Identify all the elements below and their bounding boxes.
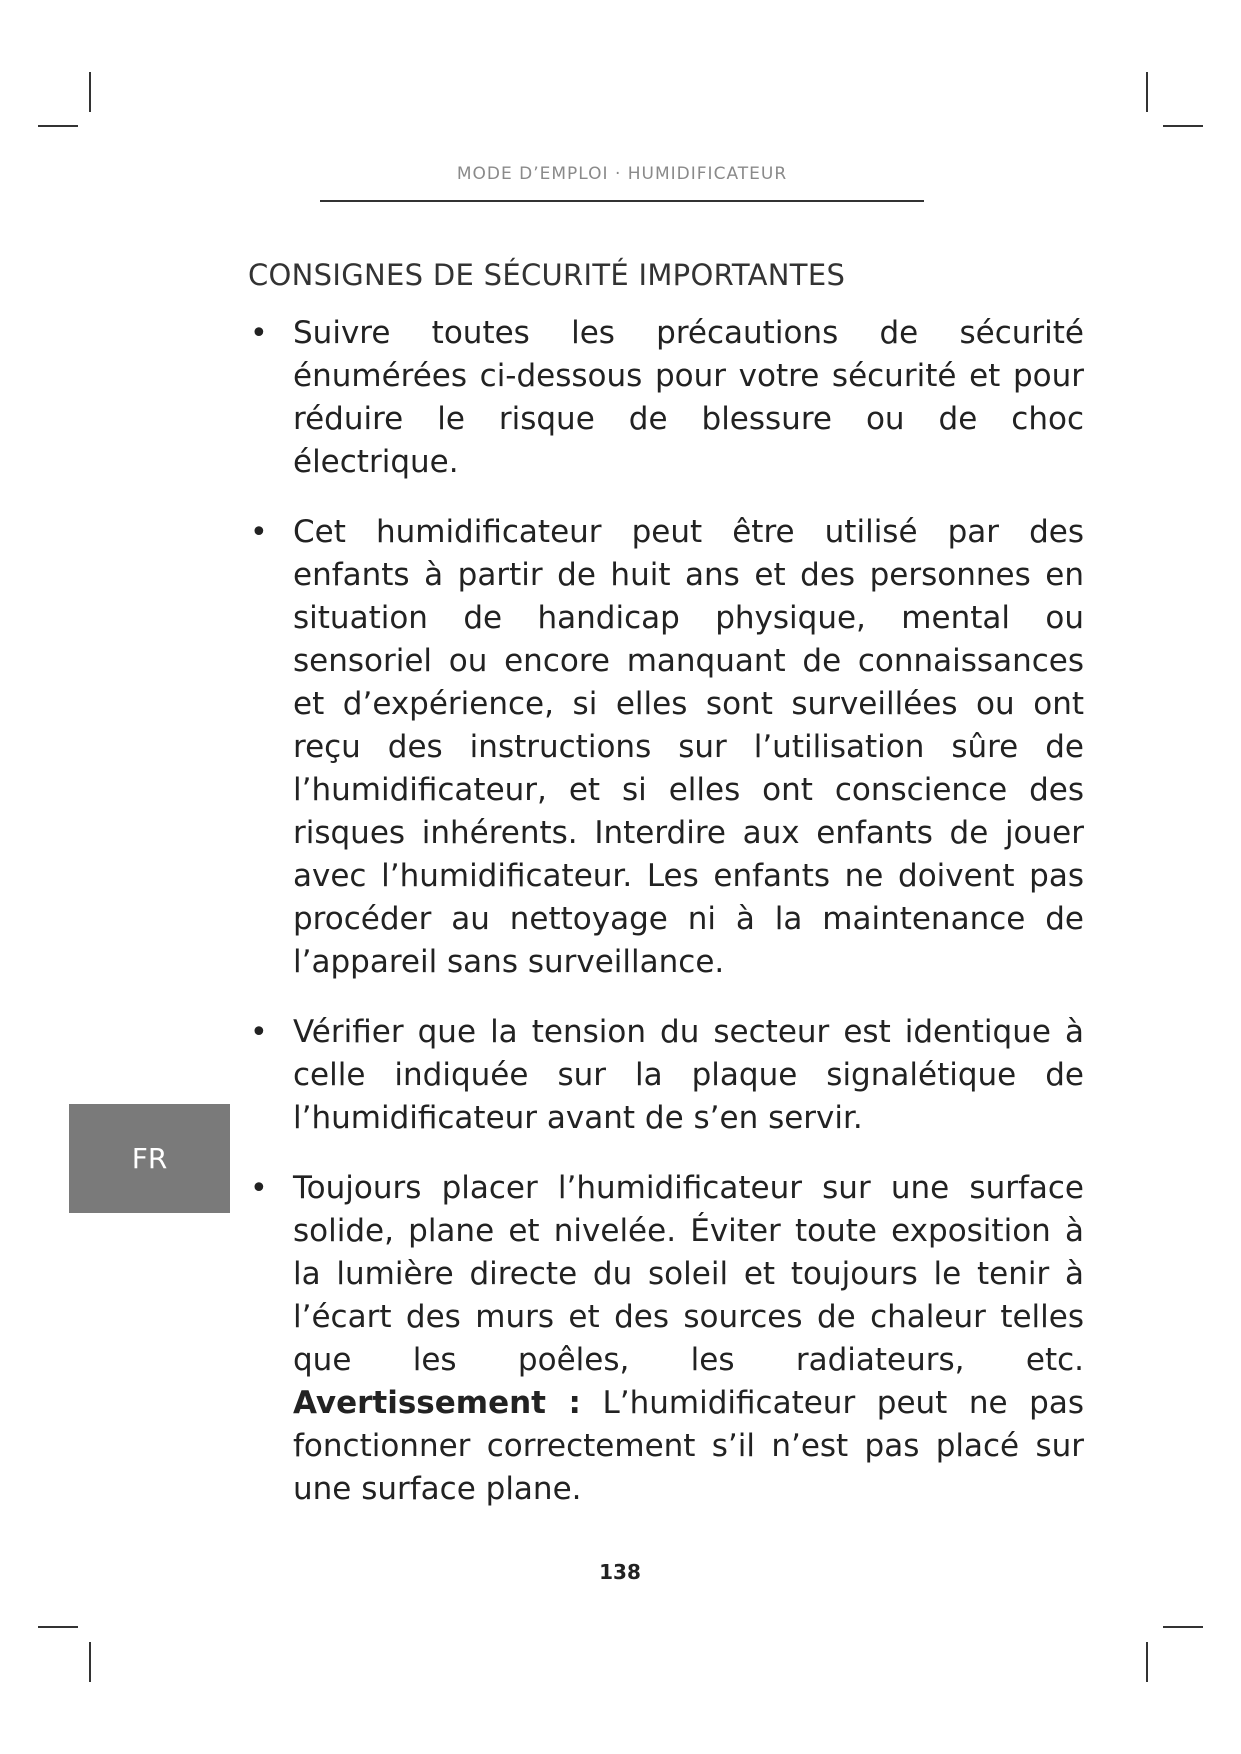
safety-instructions-list	[248, 312, 1084, 1511]
list-item	[248, 1011, 1084, 1140]
list-item	[248, 511, 1084, 984]
crop-mark-top-right-horizontal	[1163, 125, 1203, 127]
crop-mark-top-right-vertical	[1146, 72, 1148, 112]
bullet-icon: •	[250, 515, 268, 550]
warning-text: L’humidificateur peut ne pas fonctionner correctement s’il n’est pas placé sur une surface plane.	[293, 1385, 1084, 1507]
crop-mark-bottom-right-vertical	[1146, 1642, 1148, 1682]
bullet-icon: •	[250, 316, 268, 351]
warning-label: Avertissement :	[293, 1385, 581, 1421]
bullet-icon: •	[250, 1171, 268, 1206]
list-item	[248, 1167, 1084, 1511]
header-divider	[320, 200, 924, 202]
language-tab	[69, 1104, 230, 1213]
list-item	[248, 312, 1084, 484]
section-title: CONSIGNES DE SÉCURITÉ IMPORTANTES	[248, 258, 846, 292]
crop-mark-bottom-left-vertical	[89, 1642, 91, 1682]
list-item-text: Vérifier que la tension du secteur est identique à celle indiquée sur la plaque signalétique de l’humidificateur avant de s’en servir.	[293, 1014, 1084, 1136]
running-header: MODE D’EMPLOI · HUMIDIFICATEUR	[456, 164, 788, 184]
crop-mark-top-left-vertical	[89, 72, 91, 112]
language-tab-label: FR	[131, 1142, 168, 1175]
list-item-text: Suivre toutes les précautions de sécurité énumérées ci-dessous pour votre sécurité et pour réduire le risque de blessure ou de choc électrique.	[293, 315, 1084, 480]
list-item-text: Cet humidificateur peut être utilisé par des enfants à partir de huit ans et des personnes en situation de handicap physique, mental ou sensoriel ou encore manquant de connaissances et d’expérience, si elles sont surveillées ou ont reçu des instructions sur l’utilisation sûre de l’humidificateur, et si elles ont conscience des risques inhérents. Interdire aux enfants de jouer avec l’humidificateur. Les enfants ne doivent pas procéder au nettoyage ni à la maintenance de l’appareil sans surveillance.	[293, 514, 1084, 980]
bullet-icon: •	[250, 1015, 268, 1050]
list-item-text: Toujours placer l’humidificateur sur une surface solide, plane et nivelée. Éviter toute exposition à la lumière directe du soleil et toujours le tenir à l’écart des murs et des sources de chaleur telles que les poêles, les radiateurs, etc.	[293, 1170, 1084, 1378]
crop-mark-bottom-right-horizontal	[1163, 1626, 1203, 1628]
page-number: 138	[599, 1560, 641, 1584]
crop-mark-bottom-left-horizontal	[38, 1626, 78, 1628]
crop-mark-top-left-horizontal	[38, 125, 78, 127]
